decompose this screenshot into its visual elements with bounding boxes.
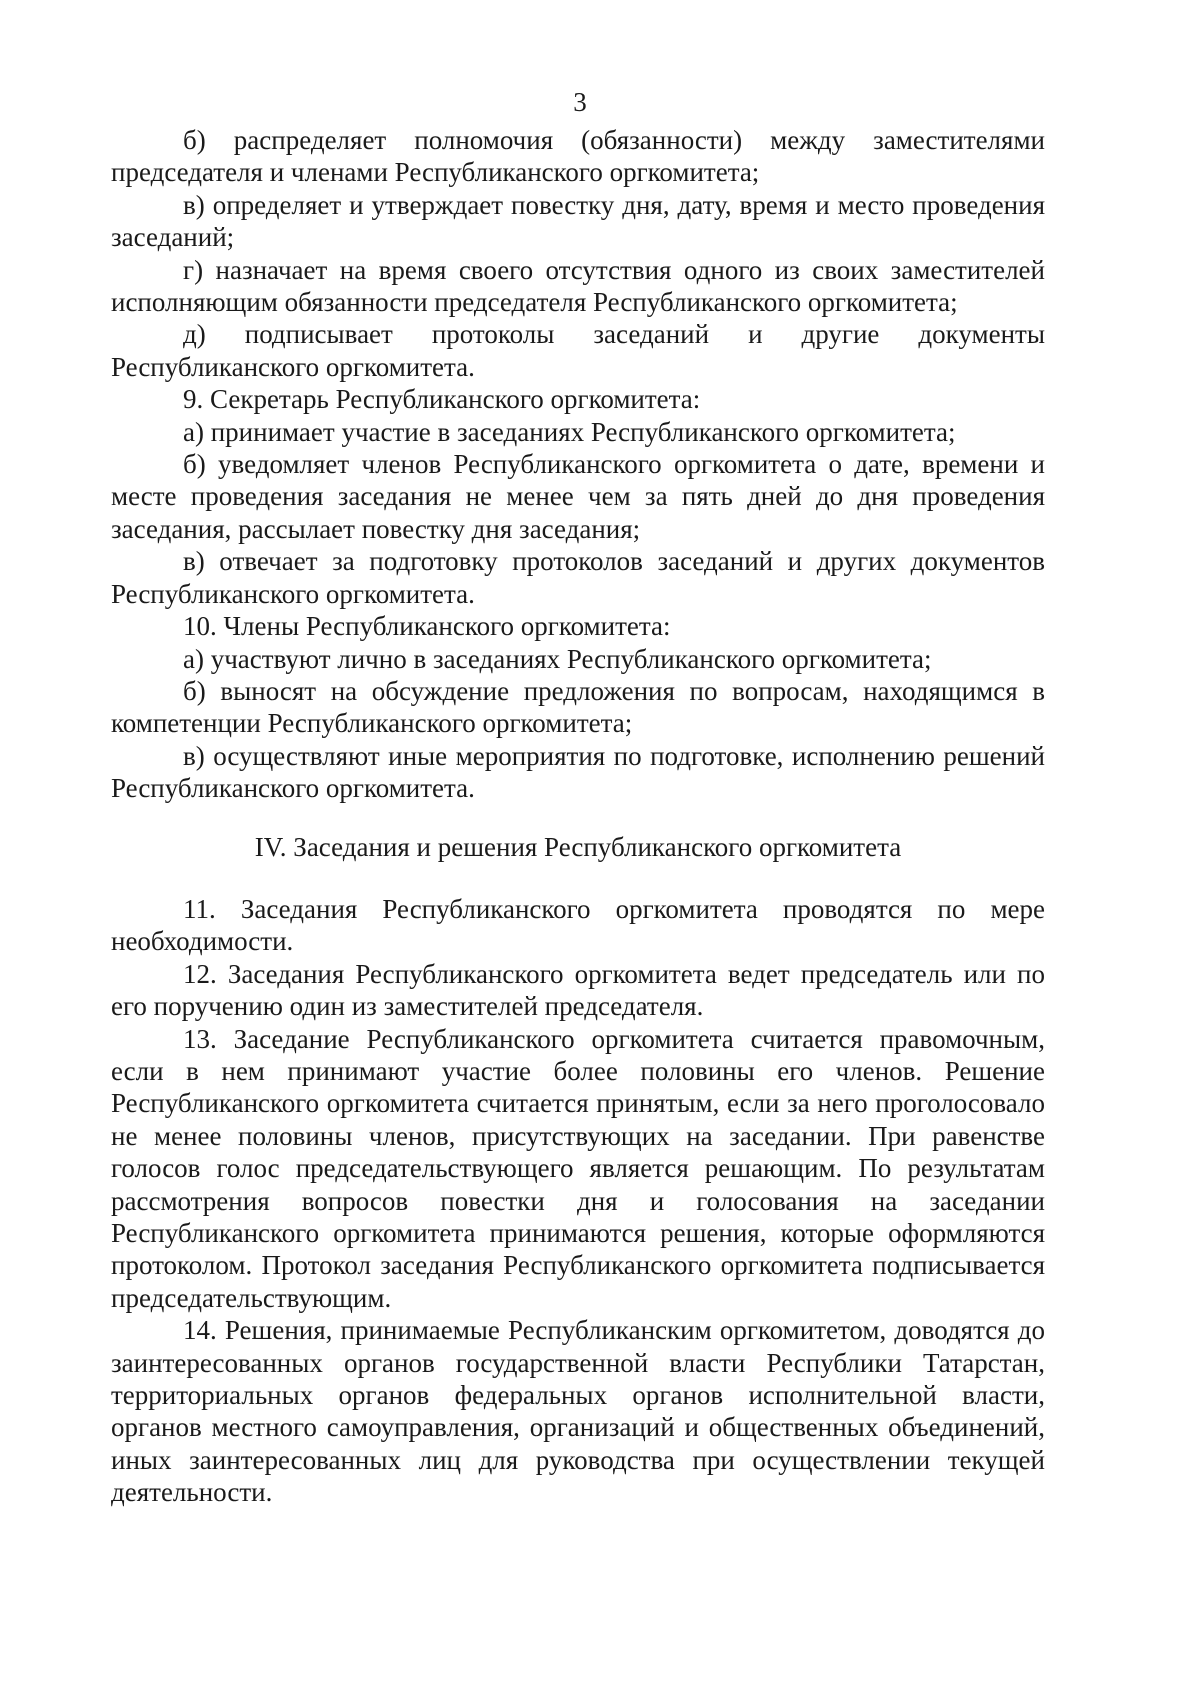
paragraph: 13. Заседание Республиканского оргкомитета считается правомочным, если в нем принимают участие более половины его членов. Решение Республиканского оргкомитета считается принятым, если за него проголосовало не менее половины членов, присутствующих на заседании. При равенстве голосов голос председательствующего является решающим. По результатам рассмотрения вопросов повестки дня и голосования на заседании Республиканского оргкомитета принимаются решения, которые оформляются протоколом. Протокол заседания Республиканского оргкомитета подписывается председательствующим. — [111, 1023, 1045, 1313]
paragraph: в) определяет и утверждает повестку дня, дату, время и место проведения заседаний; — [111, 189, 1045, 253]
paragraph: б) выносят на обсуждение предложения по вопросам, находящимся в компетенции Республиканского оргкомитета; — [111, 675, 1045, 739]
paragraph: в) осуществляют иные мероприятия по подготовке, исполнению решений Республиканского оргкомитета. — [111, 740, 1045, 804]
paragraph: б) уведомляет членов Республиканского оргкомитета о дате, времени и месте проведения заседания не менее чем за пять дней до дня проведения заседания, рассылает повестку дня заседания; — [111, 449, 1045, 544]
page-number: 3 — [573, 87, 587, 117]
paragraph: б) распределяет полномочия (обязанности) между заместителями председателя и членами Республиканского оргкомитета; — [111, 125, 1045, 188]
paragraph: в) отвечает за подготовку протоколов заседаний и других документов Республиканского оргкомитета. — [111, 546, 1045, 609]
paragraph: 10. Члены Республиканского оргкомитета: — [183, 611, 671, 642]
paragraph: а) принимает участие в заседаниях Республиканского оргкомитета; — [183, 416, 956, 447]
paragraph: д) подписывает протоколы заседаний и другие документы Республиканского оргкомитета. — [111, 319, 1045, 382]
paragraph: 12. Заседания Республиканского оргкомитета ведет председатель или по его поручению один из заместителей председателя. — [111, 958, 1045, 1022]
paragraph: 11. Заседания Республиканского оргкомитета проводятся по мере необходимости. — [111, 893, 1045, 957]
paragraph: 9. Секретарь Республиканского оргкомитета: — [183, 384, 701, 415]
paragraph: а) участвуют лично в заседаниях Республиканского оргкомитета; — [183, 643, 932, 674]
section-heading: IV. Заседания и решения Республиканского оргкомитета — [254, 831, 902, 862]
document-body — [111, 124, 1045, 1509]
paragraph: г) назначает на время своего отсутствия одного из своих заместителей исполняющим обязанности председателя Республиканского оргкомитета; — [111, 254, 1045, 318]
paragraph: 14. Решения, принимаемые Республиканским оргкомитетом, доводятся до заинтересованных органов государственной власти Республики Татарстан, территориальных органов федеральных органов исполнительной власти, органов местного самоуправления, организаций и общественных объединений, иных заинтересованных лиц для руководства при осуществлении текущей деятельности. — [111, 1315, 1045, 1508]
